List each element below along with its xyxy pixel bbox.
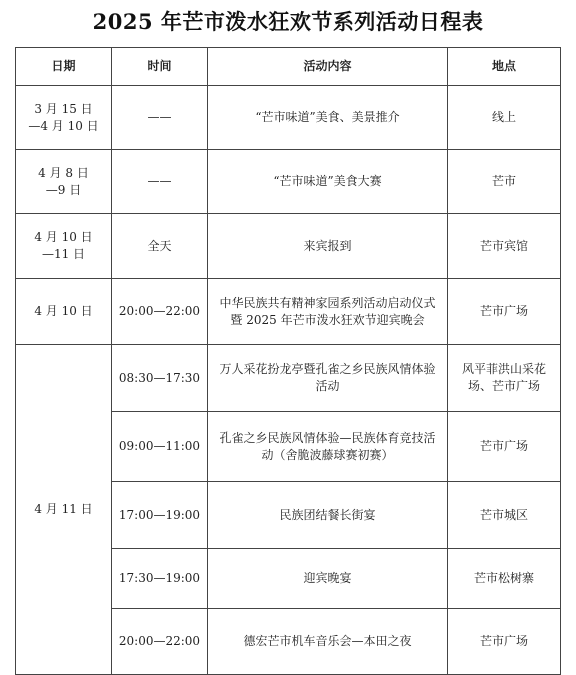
group-date-cell: 4 月 11 日 — [16, 345, 112, 675]
time-cell: —— — [112, 150, 208, 214]
place-cell: 芒市宾馆 — [448, 214, 561, 279]
time-cell: 09:00—11:00 — [112, 412, 208, 482]
content-cell: 来宾报到 — [208, 214, 448, 279]
place-cell: 线上 — [448, 86, 561, 150]
table-row — [16, 150, 561, 214]
table-row — [16, 214, 561, 279]
time-cell: —— — [112, 86, 208, 150]
date-line: —4 月 10 日 — [28, 118, 99, 133]
date-line: 4 月 10 日 — [34, 230, 93, 244]
table-row — [16, 345, 561, 412]
date-cell — [16, 279, 112, 345]
place-cell: 芒市广场 — [448, 609, 561, 675]
content-cell: “芒市味道”美食、美景推介 — [208, 86, 448, 150]
schedule-table — [15, 47, 561, 675]
date-cell — [16, 150, 112, 214]
header-row — [16, 48, 561, 86]
date-line: —9 日 — [45, 182, 82, 197]
date-line: 3 月 15 日 — [34, 101, 93, 116]
content-cell: “芒市味道”美食大赛 — [208, 150, 448, 214]
date-line: 4 月 10 日 — [34, 304, 93, 318]
content-cell: 迎宾晚宴 — [208, 549, 448, 609]
content-cell: 中华民族共有精神家园系列活动启动仪式暨 2025 年芒市泼水狂欢节迎宾晚会 — [208, 279, 448, 345]
table-row — [16, 279, 561, 345]
time-cell: 08:30—17:30 — [112, 345, 208, 412]
content-cell: 民族团结餐长街宴 — [208, 482, 448, 549]
content-cell: 德宏芒市机车音乐会—本田之夜 — [208, 609, 448, 675]
time-cell: 17:30—19:00 — [112, 549, 208, 609]
table-row — [16, 86, 561, 150]
place-cell: 芒市广场 — [448, 412, 561, 482]
place-cell: 风平菲洪山采花场、芒市广场 — [448, 345, 561, 412]
date-line: 4 月 8 日 — [38, 165, 89, 180]
header-date: 日期 — [16, 48, 112, 86]
time-cell: 全天 — [112, 214, 208, 279]
content-cell: 万人采花扮龙亭暨孔雀之乡民族风情体验活动 — [208, 345, 448, 412]
header-content: 活动内容 — [208, 48, 448, 86]
place-cell: 芒市松树寨 — [448, 549, 561, 609]
place-cell: 芒市 — [448, 150, 561, 214]
date-cell — [16, 214, 112, 279]
date-line: —11 日 — [41, 247, 86, 261]
content-cell: 孔雀之乡民族风情体验—民族体育竞技活动（舍脆波藤球赛初赛） — [208, 412, 448, 482]
time-cell: 20:00—22:00 — [112, 609, 208, 675]
time-cell: 17:00—19:00 — [112, 482, 208, 549]
place-cell: 芒市城区 — [448, 482, 561, 549]
document-title: 2025 年芒市泼水狂欢节系列活动日程表 — [92, 9, 484, 34]
time-cell: 20:00—22:00 — [112, 279, 208, 345]
header-time: 时间 — [112, 48, 208, 86]
header-place: 地点 — [448, 48, 561, 86]
place-cell: 芒市广场 — [448, 279, 561, 345]
date-cell — [16, 86, 112, 150]
